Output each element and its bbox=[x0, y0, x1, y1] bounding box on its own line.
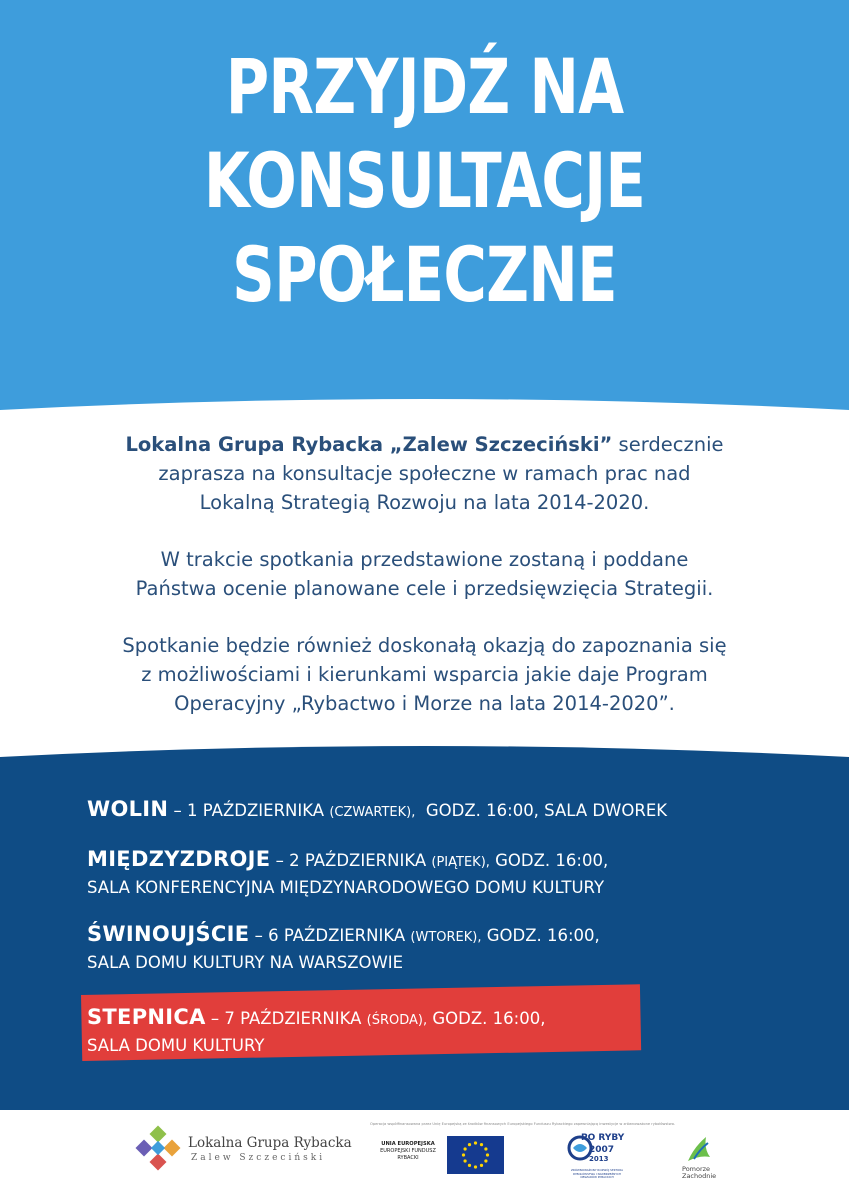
intro-p1-rest: serdecznie bbox=[612, 433, 724, 456]
po-ryby-year-end: 2013 bbox=[589, 1155, 609, 1163]
intro-p3-line3: Operacyjny „Rybactwo i Morze na lata 2014-2020”. bbox=[174, 692, 675, 715]
intro-p1-line3: Lokalną Strategią Rozwoju na lata 2014-2020. bbox=[199, 491, 650, 514]
event-time: GODZ. 16:00, bbox=[481, 926, 600, 945]
pomorze-zachodnie-logo bbox=[672, 1133, 722, 1179]
lgr-logo-subtitle: Zalew Szczeciński bbox=[191, 1153, 326, 1163]
eu-line-1: UNIA EUROPEJSKA bbox=[381, 1141, 435, 1147]
event-day: (WTOREK), bbox=[410, 930, 482, 945]
event-city: ŚWINOUJŚCIE bbox=[87, 922, 250, 946]
intro-p3-line1: Spotkanie będzie również doskonałą okazją do zapoznania się bbox=[122, 634, 727, 657]
eu-line-2: EUROPEJSKI FUNDUSZ bbox=[380, 1148, 436, 1154]
intro-p2-line1: W trakcie spotkania przedstawione zostaną i poddane bbox=[160, 548, 689, 571]
event-venue: SALA DOMU KULTURY bbox=[87, 1036, 265, 1055]
intro-paragraph-1 bbox=[40, 430, 809, 517]
event-city: WOLIN bbox=[87, 797, 169, 821]
eu-flag-icon bbox=[447, 1136, 504, 1174]
lgr-logo-name: Lokalna Grupa Rybacka bbox=[188, 1135, 352, 1151]
event-time-place: GODZ. 16:00, SALA DWOREK bbox=[415, 801, 668, 820]
hero-banner bbox=[0, 0, 849, 430]
event-item-swinoujscie bbox=[87, 922, 827, 975]
event-date: – 6 PAŹDZIERNIKA bbox=[249, 926, 411, 945]
intro-p2-line2: Państwa ocenie planowane cele i przedsięwzięcia Strategii. bbox=[135, 577, 714, 600]
title-line-3: SPOŁECZNE bbox=[232, 230, 617, 319]
eu-fund-text bbox=[378, 1141, 438, 1162]
pomorze-emblem-icon bbox=[684, 1133, 714, 1165]
pomorze-label bbox=[682, 1166, 716, 1180]
eu-line-3: RYBACKI bbox=[397, 1155, 419, 1161]
intro-p1-line2: zaprasza na konsultacje społeczne w ramach prac nad bbox=[158, 462, 691, 485]
page-title bbox=[93, 40, 755, 322]
event-city: STEPNICA bbox=[87, 1005, 206, 1029]
event-item-stepnica bbox=[87, 1005, 827, 1058]
intro-text bbox=[40, 430, 809, 746]
pomorze-line-1: Pomorze bbox=[682, 1165, 711, 1173]
event-time: GODZ. 16:00, bbox=[489, 851, 609, 870]
lgr-logo bbox=[133, 1125, 353, 1175]
event-city: MIĘDZYZDROJE bbox=[87, 847, 271, 871]
event-day: (PIĄTEK), bbox=[431, 855, 490, 870]
intro-p3-line2: z możliwościami i kierunkami wsparcia jakie daje Program bbox=[141, 663, 708, 686]
funding-fine-print: Operacja współfinansowana przez Unię Europejską ze środków finansowych Europejskiego Funduszu Rybackiego zapewniającą inwestycje w zrównoważone rybołówstwo. bbox=[370, 1122, 675, 1126]
po-ryby-year-start: 2007 bbox=[589, 1145, 615, 1155]
event-date: – 2 PAŹDZIERNIKA bbox=[270, 851, 432, 870]
intro-paragraph-3 bbox=[40, 631, 809, 718]
lgr-logo-icon bbox=[133, 1125, 183, 1175]
title-line-1: PRZYJDŹ NA bbox=[225, 42, 624, 131]
event-venue: SALA DOMU KULTURY NA WARSZOWIE bbox=[87, 953, 404, 972]
po-ryby-title: PO RYBY bbox=[581, 1133, 625, 1143]
po-ryby-caption: ZRÓWNOWAŻONY ROZWÓJ SEKTORA RYBOŁÓWSTWA I NADBRZEŻNYCH OBSZARÓW RYBACKICH bbox=[570, 1168, 623, 1179]
event-day: (CZWARTEK), bbox=[329, 805, 416, 820]
pomorze-line-2: Zachodnie bbox=[682, 1172, 717, 1180]
event-venue: SALA KONFERENCYJNA MIĘDZYNARODOWEGO DOMU KULTURY bbox=[87, 878, 605, 897]
event-date: – 7 PAŹDZIERNIKA bbox=[205, 1009, 367, 1028]
event-time: GODZ. 16:00, bbox=[427, 1009, 546, 1028]
title-line-2: KONSULTACJE bbox=[203, 136, 646, 225]
event-date: – 1 PAŹDZIERNIKA bbox=[168, 801, 330, 820]
event-day: (ŚRODA), bbox=[366, 1013, 428, 1028]
po-ryby-logo bbox=[567, 1133, 627, 1179]
organization-name: Lokalna Grupa Rybacka „Zalew Szczeciński” bbox=[125, 433, 613, 456]
intro-paragraph-2 bbox=[40, 545, 809, 603]
event-list bbox=[87, 797, 827, 1080]
event-item-miedzyzdroje bbox=[87, 847, 827, 900]
event-item-wolin bbox=[87, 797, 827, 825]
